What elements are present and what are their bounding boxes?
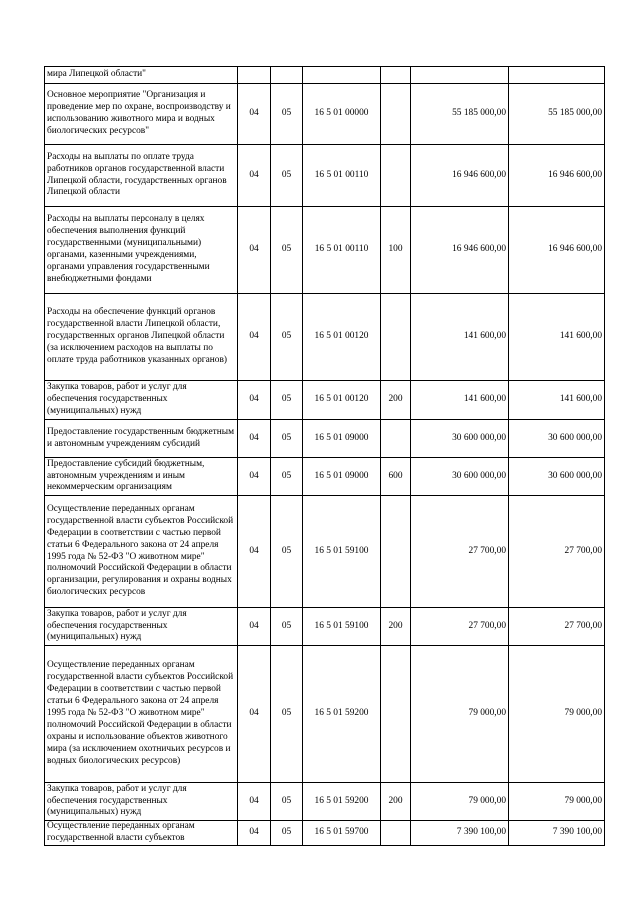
cell-sum1: 7 390 100,00 <box>411 821 509 846</box>
cell-name: Расходы на выплаты по оплате труда работников органов государственной власти Липецкой области, государственных органов Липецкой области <box>45 145 238 207</box>
cell-pr: 05 <box>271 381 303 420</box>
cell-rz: 04 <box>238 145 271 207</box>
cell-vr: 200 <box>381 381 411 420</box>
table-row <box>45 381 605 420</box>
cell-vr <box>381 420 411 458</box>
table-row <box>45 84 605 145</box>
cell-csr: 16 5 01 59700 <box>303 821 381 846</box>
cell-name: Предоставление государственным бюджетным и автономным учреждениям субсидий <box>45 420 238 458</box>
cell-csr <box>303 67 381 84</box>
cell-rz <box>238 67 271 84</box>
cell-csr: 16 5 01 00110 <box>303 145 381 207</box>
cell-rz: 04 <box>238 294 271 381</box>
cell-pr: 05 <box>271 84 303 145</box>
budget-table-body <box>45 67 605 846</box>
cell-pr: 05 <box>271 496 303 608</box>
cell-sum1: 27 700,00 <box>411 608 509 646</box>
table-row <box>45 496 605 608</box>
cell-vr: 200 <box>381 783 411 821</box>
cell-vr <box>381 67 411 84</box>
cell-pr: 05 <box>271 608 303 646</box>
cell-sum2: 27 700,00 <box>509 496 605 608</box>
cell-rz: 04 <box>238 84 271 145</box>
cell-rz: 04 <box>238 420 271 458</box>
cell-name: мира Липецкой области" <box>45 67 238 84</box>
cell-vr <box>381 294 411 381</box>
cell-csr: 16 5 01 09000 <box>303 420 381 458</box>
cell-rz: 04 <box>238 608 271 646</box>
cell-sum1: 16 946 600,00 <box>411 207 509 294</box>
table-row <box>45 458 605 496</box>
cell-vr: 100 <box>381 207 411 294</box>
cell-name: Основное мероприятие "Организация и проведение мер по охране, воспроизводству и использованию животного мира и водных биологических ресурсов" <box>45 84 238 145</box>
cell-name: Осуществление переданных органам государственной власти субъектов <box>45 821 238 846</box>
cell-rz: 04 <box>238 381 271 420</box>
table-row <box>45 420 605 458</box>
cell-sum2: 16 946 600,00 <box>509 145 605 207</box>
cell-sum2: 79 000,00 <box>509 783 605 821</box>
cell-sum2: 30 600 000,00 <box>509 458 605 496</box>
cell-name: Предоставление субсидий бюджетным, автономным учреждениям и иным некоммерческим организациям <box>45 458 238 496</box>
cell-pr: 05 <box>271 145 303 207</box>
cell-sum1: 55 185 000,00 <box>411 84 509 145</box>
cell-sum1: 79 000,00 <box>411 646 509 783</box>
cell-sum2: 141 600,00 <box>509 381 605 420</box>
cell-sum2: 55 185 000,00 <box>509 84 605 145</box>
cell-csr: 16 5 01 59100 <box>303 496 381 608</box>
table-row <box>45 821 605 846</box>
cell-sum2: 30 600 000,00 <box>509 420 605 458</box>
cell-csr: 16 5 01 59200 <box>303 646 381 783</box>
cell-pr: 05 <box>271 458 303 496</box>
cell-vr: 200 <box>381 608 411 646</box>
cell-pr: 05 <box>271 821 303 846</box>
cell-vr <box>381 646 411 783</box>
cell-sum1: 30 600 000,00 <box>411 458 509 496</box>
cell-sum1: 141 600,00 <box>411 294 509 381</box>
cell-rz: 04 <box>238 207 271 294</box>
cell-rz: 04 <box>238 646 271 783</box>
cell-pr: 05 <box>271 420 303 458</box>
cell-vr <box>381 496 411 608</box>
cell-pr: 05 <box>271 783 303 821</box>
table-row <box>45 294 605 381</box>
table-row <box>45 783 605 821</box>
cell-pr <box>271 67 303 84</box>
cell-sum2: 16 946 600,00 <box>509 207 605 294</box>
cell-sum1: 79 000,00 <box>411 783 509 821</box>
cell-vr <box>381 84 411 145</box>
table-row <box>45 67 605 84</box>
cell-csr: 16 5 01 59100 <box>303 608 381 646</box>
cell-sum1: 141 600,00 <box>411 381 509 420</box>
cell-name: Осуществление переданных органам государственной власти субъектов Российской Федерации в соответствии с частью первой статьи 6 Федерального закона от 24 апреля 1995 года № 52-ФЗ "О животном мире" полномочий Российской Федерации в области охраны и использование объектов животного мира (за исключением охотничьих ресурсов и водных биологических ресурсов) <box>45 646 238 783</box>
cell-name: Осуществление переданных органам государственной власти субъектов Российской Федерации в соответствии с частью первой статьи 6 Федерального закона от 24 апреля 1995 года № 52-ФЗ "О животном мире" полномочий Российской Федерации в области организации, регулирования и охраны водных биологических ресурсов <box>45 496 238 608</box>
cell-pr: 05 <box>271 294 303 381</box>
cell-csr: 16 5 01 09000 <box>303 458 381 496</box>
cell-vr <box>381 145 411 207</box>
cell-rz: 04 <box>238 783 271 821</box>
cell-name: Закупка товаров, работ и услуг для обеспечения государственных (муниципальных) нужд <box>45 381 238 420</box>
table-row <box>45 646 605 783</box>
cell-sum1: 27 700,00 <box>411 496 509 608</box>
budget-table <box>44 66 605 846</box>
cell-sum2: 7 390 100,00 <box>509 821 605 846</box>
cell-csr: 16 5 01 00120 <box>303 294 381 381</box>
cell-name: Расходы на обеспечение функций органов государственной власти Липецкой области, государственных органов Липецкой области (за исключением расходов на выплаты по оплате труда работников указанных органов) <box>45 294 238 381</box>
cell-rz: 04 <box>238 496 271 608</box>
table-row <box>45 608 605 646</box>
table-row <box>45 145 605 207</box>
cell-sum2: 141 600,00 <box>509 294 605 381</box>
cell-sum2: 27 700,00 <box>509 608 605 646</box>
cell-name: Закупка товаров, работ и услуг для обеспечения государственных (муниципальных) нужд <box>45 783 238 821</box>
cell-csr: 16 5 01 00000 <box>303 84 381 145</box>
cell-rz: 04 <box>238 458 271 496</box>
cell-vr <box>381 821 411 846</box>
cell-pr: 05 <box>271 207 303 294</box>
table-row <box>45 207 605 294</box>
cell-csr: 16 5 01 00110 <box>303 207 381 294</box>
cell-vr: 600 <box>381 458 411 496</box>
cell-sum2 <box>509 67 605 84</box>
cell-sum2: 79 000,00 <box>509 646 605 783</box>
cell-name: Закупка товаров, работ и услуг для обеспечения государственных (муниципальных) нужд <box>45 608 238 646</box>
cell-csr: 16 5 01 00120 <box>303 381 381 420</box>
cell-sum1: 30 600 000,00 <box>411 420 509 458</box>
cell-sum1: 16 946 600,00 <box>411 145 509 207</box>
cell-rz: 04 <box>238 821 271 846</box>
cell-pr: 05 <box>271 646 303 783</box>
cell-csr: 16 5 01 59200 <box>303 783 381 821</box>
cell-sum1 <box>411 67 509 84</box>
cell-name: Расходы на выплаты персоналу в целях обеспечения выполнения функций государственными (муниципальными) органами, казенными учреждениями, органами управления государственными внебюджетными фондами <box>45 207 238 294</box>
